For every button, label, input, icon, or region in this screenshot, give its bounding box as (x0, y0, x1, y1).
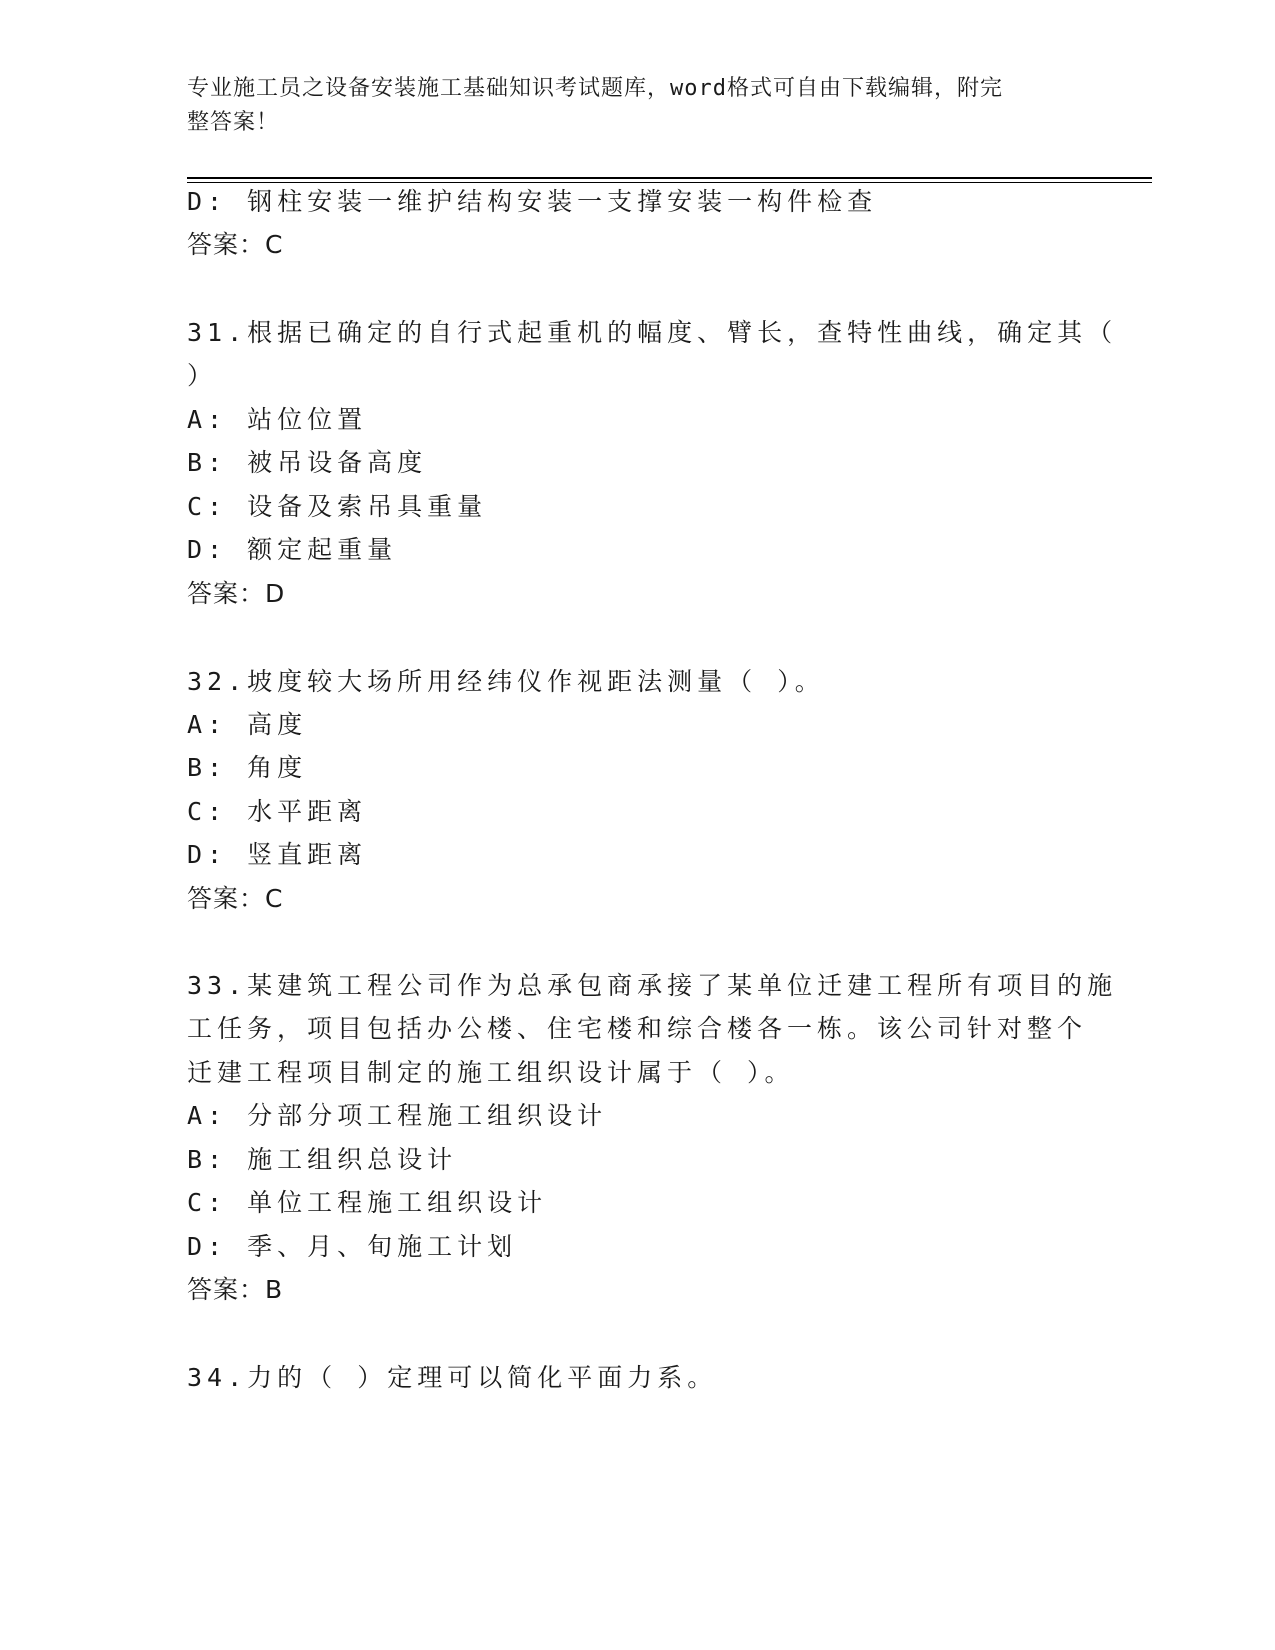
header-divider-thick (187, 177, 1152, 179)
q33-answer: 答案：B (187, 1275, 284, 1304)
q32-stem-line-1: 32.坡度较大场所用经纬仪作视距法测量（ ）。 (187, 667, 825, 696)
q33-option-a: A: 分部分项工程施工组织设计 (187, 1101, 608, 1130)
q31-option-c: C: 设备及索吊具重量 (187, 492, 488, 521)
prev-answer: 答案：C (187, 230, 284, 259)
q32-option-a: A: 高度 (187, 710, 308, 739)
q32-option-c: C: 水平距离 (187, 797, 368, 826)
q33-option-c: C: 单位工程施工组织设计 (187, 1188, 548, 1217)
q33-stem-line-2: 工任务，项目包括办公楼、住宅楼和综合楼各一栋。该公司针对整个 (187, 1014, 1088, 1043)
q31-stem-line-2: ） (187, 361, 218, 390)
q34-stem-line-1: 34.力的（ ）定理可以简化平面力系。 (187, 1363, 718, 1392)
q33-stem-line-3: 迁建工程项目制定的施工组织设计属于（ ）。 (187, 1058, 795, 1087)
header-title-line-1: 专业施工员之设备安装施工基础知识考试题库，word格式可自由下载编辑，附完 (187, 76, 1003, 101)
prev-option-d: D: 钢柱安装一维护结构安装一支撑安装一构件检查 (187, 187, 878, 216)
q31-answer: 答案：D (187, 579, 286, 608)
q33-option-b: B: 施工组织总设计 (187, 1145, 458, 1174)
q31-stem-line-1: 31.根据已确定的自行式起重机的幅度、臂长，查特性曲线，确定其（ (187, 318, 1118, 347)
q32-option-d: D: 竖直距离 (187, 840, 368, 869)
q32-answer: 答案：C (187, 884, 284, 913)
q31-option-b: B: 被吊设备高度 (187, 448, 428, 477)
q32-option-b: B: 角度 (187, 753, 308, 782)
q33-option-d: D: 季、月、旬施工计划 (187, 1232, 518, 1261)
document-header (187, 72, 1067, 140)
q31-option-a: A: 站位位置 (187, 405, 368, 434)
q33-stem-line-1: 33.某建筑工程公司作为总承包商承接了某单位迁建工程所有项目的施 (187, 971, 1118, 1000)
header-divider-thin (187, 182, 1152, 183)
q31-option-d: D: 额定起重量 (187, 535, 398, 564)
header-title-line-2: 整答案！ (187, 110, 280, 135)
